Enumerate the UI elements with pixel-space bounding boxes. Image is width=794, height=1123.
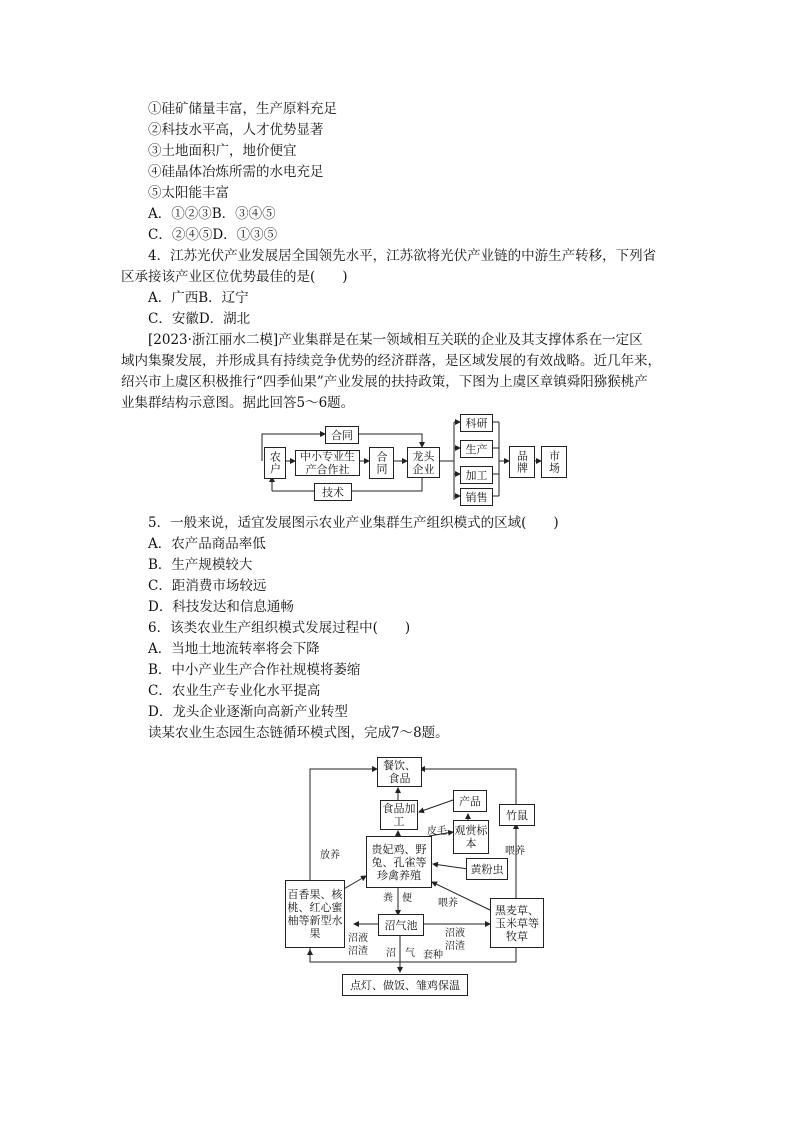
production-box [460,440,493,458]
contract-box-mid [369,447,394,479]
dung-label: 粪 [383,893,393,904]
passage: 绍兴市上虞区积极推行“四季仙果”产业发展的扶持政策，下图为上虞区章镇舜阳猕猴桃产 [121,374,648,390]
option-line: ④硅晶体冶炼所需的水电充足 [148,164,324,180]
mealworm-label: 黄粉虫 [470,862,504,876]
sales-box [460,488,493,506]
brand-label: 品牌 [515,450,529,474]
processing-box [460,466,493,484]
question-4: 4．江苏光伏产业发展居全国领先水平，江苏欲将光伏产业链的中游生产转移，下列省 [148,248,657,264]
specimen-box [453,820,489,854]
usage-label: 点灯、做饭、雏鸡保温 [350,978,460,992]
fruit-box [285,880,345,948]
usage-box [342,974,468,996]
contract-label: 合同 [331,428,353,442]
catering-food-label: 餐饮、食品 [383,759,416,785]
passage: 域内集聚发展，并形成具有持续竞争优势的经济群落，是区域发展的有效战略。近几年来， [121,353,661,369]
biogas-label: 沼 [386,948,396,959]
question-5: 5．一般来说，适宜发展图示农业产业集群生产组织模式的区域( ) [148,515,559,531]
technology-label: 技术 [322,485,344,499]
eco-cycle-diagram [280,752,546,998]
farmer-box [264,447,286,479]
answer-choice: A．广西B．辽宁 [148,290,249,306]
answer-choice: A．当地土地流转率将会下降 [148,641,320,657]
answer-choice: B．中小产业生产合作社规模将萎缩 [148,662,361,678]
biogas-residue-label: 沼渣 [445,941,465,952]
forage-grass-label: 黑麦草、玉米草等牧草 [495,903,539,943]
passage: 业集群结构示意图。据此回答5～6题。 [121,395,355,411]
fruit-label: 百香果、核桃、红心蜜柚等新型水果 [287,888,343,940]
leading-enterprise-box [407,447,440,478]
product-label: 产品 [459,794,481,808]
biogas-label: 气 [405,948,415,959]
biogas-residue-label: 沼渣 [348,946,368,957]
biogas-pool-box [378,914,424,936]
answer-choice: B．生产规模较大 [148,557,253,573]
catering-food-box [377,757,422,787]
cooperative-box [295,450,360,476]
feed-label: 喂养 [505,846,525,857]
food-processing-box [380,800,418,830]
option-line: ①硅矿储量丰富，生产原料充足 [148,101,337,117]
bamboo-rat-box [499,804,535,826]
answer-choice: D．龙头企业逐渐向高新产业转型 [148,704,348,720]
answer-choice: C．②④⑤D．①③⑤ [148,227,278,243]
feed-label: 喂养 [438,898,458,909]
free-range-label: 放养 [320,850,340,861]
question-4-cont: 区承接该产业区位优势最佳的是( ) [121,269,348,285]
answer-choice: C．距消费市场较远 [148,578,267,594]
answer-choice: C．安徽D．湖北 [148,311,251,327]
leading-enterprise-label: 龙头企业 [412,449,435,476]
option-line: ③土地面积广，地价便宜 [148,143,297,159]
question-7-8-intro: 读某农业生态园生态链循环模式图，完成7～8题。 [148,725,449,741]
passage: [2023·浙江丽水二模]产业集群是在某一领域相互关联的企业及其支撑体系在一定区 [148,332,643,348]
dung-label: 便 [402,893,412,904]
bamboo-rat-label: 竹鼠 [506,808,528,822]
sales-label: 销售 [465,490,488,504]
research-label: 科研 [465,416,488,430]
fur-label: 皮毛 [427,826,447,837]
option-line: ⑤太阳能丰富 [148,185,229,201]
poultry-breeding-label: 贵妃鸡、野兔、孔雀等珍禽养殖 [371,842,427,882]
contract-label: 合同 [375,451,388,475]
answer-choice: A．农产品商品率低 [148,536,266,552]
mealworm-box [466,858,508,880]
market-box [541,446,567,478]
market-label: 市场 [547,450,561,474]
research-box [460,414,493,432]
biogas-liquid-label: 沼液 [348,933,368,944]
contract-box-top [325,426,359,444]
specimen-label: 观赏标本 [454,824,488,850]
forage-grass-box [490,898,544,948]
intercrop-label: 套种 [423,950,443,961]
option-line: ②科技水平高，人才优势显著 [148,122,324,138]
answer-choice: C．农业生产专业化水平提高 [148,683,321,699]
product-box [453,790,487,812]
brand-box [509,446,535,478]
biogas-pool-label: 沼气池 [384,918,418,932]
technology-box [314,483,352,501]
question-6: 6．该类农业生产组织模式发展过程中( ) [148,620,411,636]
production-label: 生产 [465,442,488,456]
cooperative-label: 中小专业生产合作社 [300,450,355,476]
poultry-breeding-box [366,836,432,888]
processing-label: 加工 [465,468,488,482]
answer-choice: A．①②③B．③④⑤ [148,206,276,222]
biogas-liquid-label: 沼液 [445,928,465,939]
farmer-label: 农户 [268,451,282,475]
industry-cluster-diagram [258,413,574,503]
food-processing-label: 食品加工 [382,802,416,828]
answer-choice: D．科技发达和信息通畅 [148,599,294,615]
